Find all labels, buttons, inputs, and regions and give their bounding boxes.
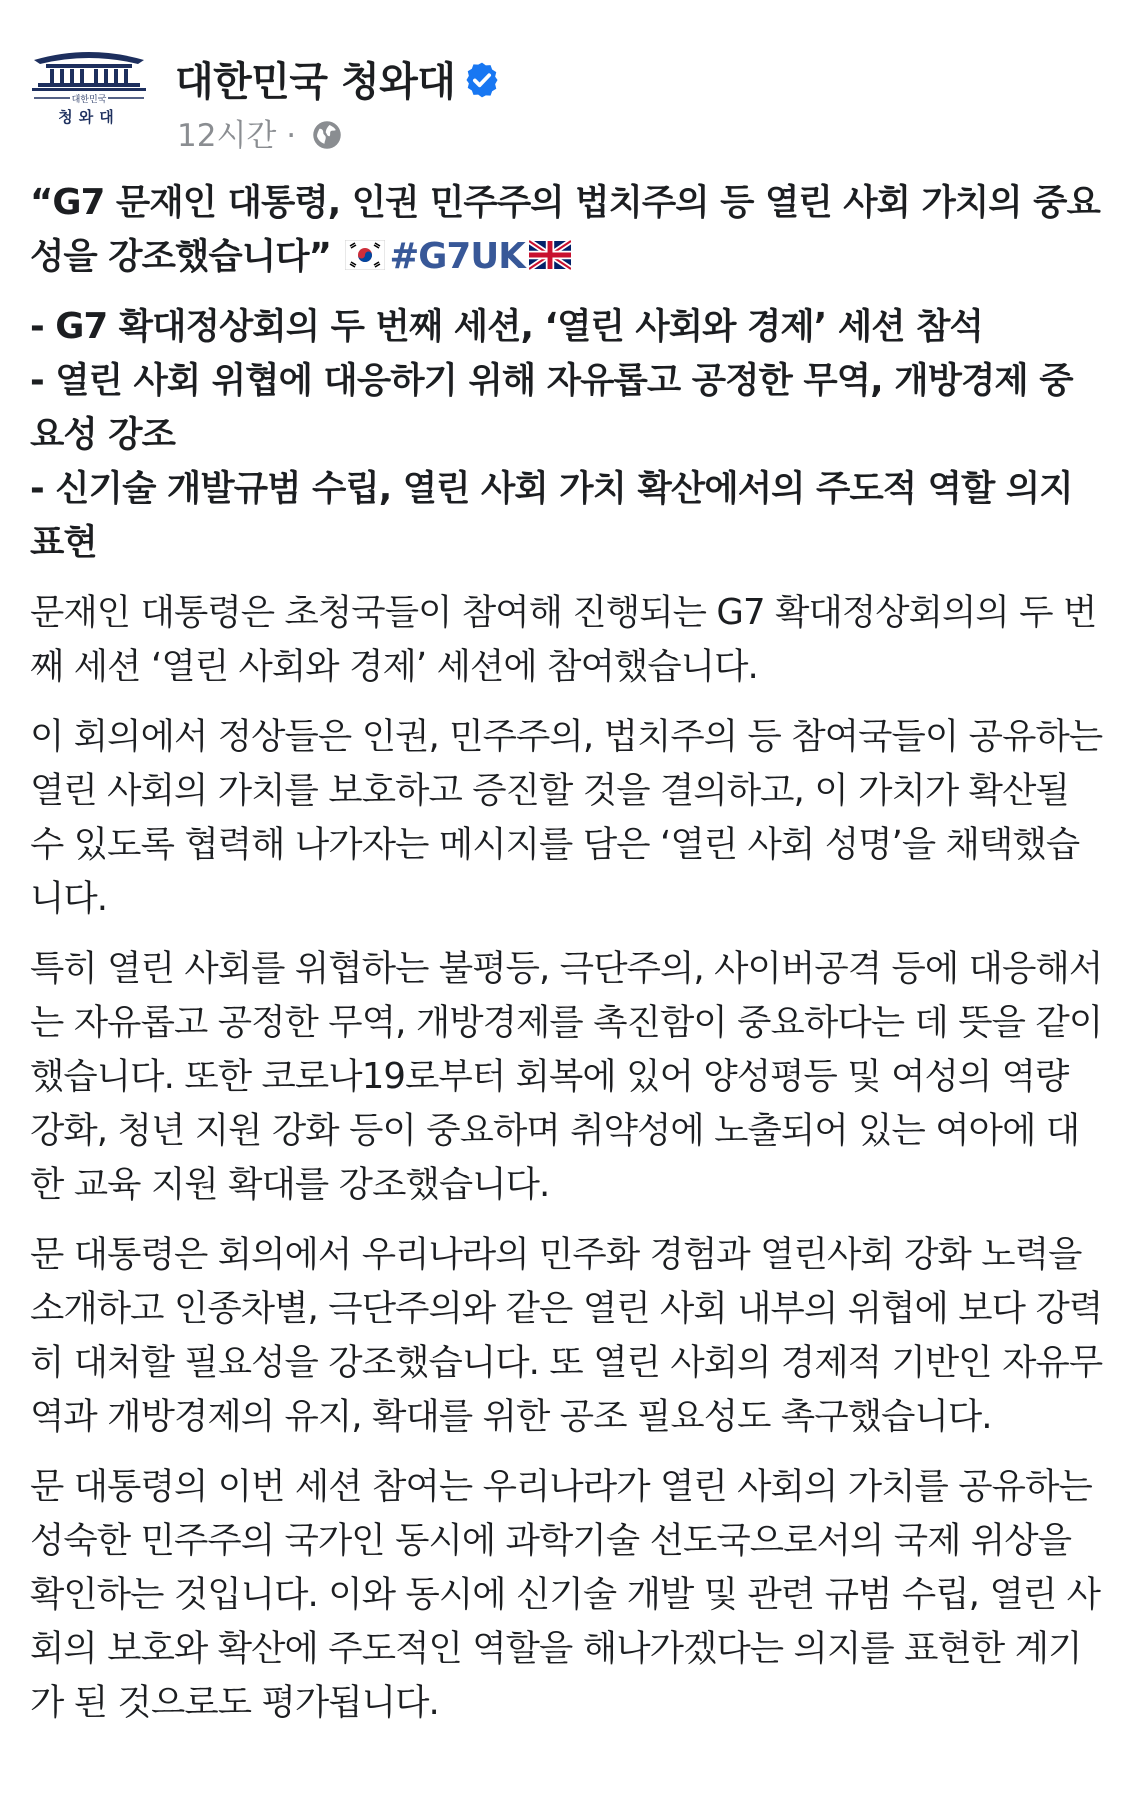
svg-text:청와대: 청와대 (58, 108, 120, 126)
post-time[interactable]: 12시간 (177, 118, 277, 154)
body-paragraph: 문 대통령의 이번 세션 참여는 우리나라가 열린 사회의 가치를 공유하는 성숙한 민주주의 국가인 동시에 과학기술 선도국으로서의 국제 위상을 확인하는 것입니다. 이와 동시에 신기술 개발 및 관련 규범 수립, 열린 사회의 보호와 확산에 주도적인 역할을 해나가겠다는 의지를 표현한 계기가 된 것으로도 평가됩니다. (30, 1466, 1101, 1723)
meta-separator: · (286, 118, 297, 154)
bullet-item: - 열린 사회 위협에 대응하기 위해 자유롭고 공정한 무역, 개방경제 중요성 강조 (30, 360, 1073, 455)
svg-text:대한민국: 대한민국 (71, 95, 107, 105)
post-headline: “G7 문재인 대통령, 인권 민주주의 법치주의 등 열린 사회 가치의 중요성을 강조했습니다” (30, 182, 1100, 277)
post-meta (177, 110, 342, 155)
headline-paragraph (30, 176, 1105, 284)
body-paragraph: 특히 열린 사회를 위협하는 불평등, 극단주의, 사이버공격 등에 대응해서는 자유롭고 공정한 무역, 개방경제를 촉진함이 중요하다는 데 뜻을 같이했습니다. 또한 코로나19로부터 회복에 있어 양성평등 및 여성의 역량 강화, 청년 지원 강화 등이 중요하며 취약성에 노출되어 있는 여아에 대한 교육 지원 확대를 강조했습니다. (30, 948, 1103, 1205)
uk-flag-icon (529, 240, 571, 270)
korea-flag-icon (345, 240, 385, 270)
body-paragraph: 문재인 대통령은 초청국들이 참여해 진행되는 G7 확대정상회의의 두 번째 세션 ‘열린 사회와 경제’ 세션에 참여했습니다. (30, 592, 1097, 687)
post-header (30, 28, 1090, 154)
public-globe-icon (312, 120, 342, 150)
body-paragraph: 이 회의에서 정상들은 인권, 민주주의, 법치주의 등 참여국들이 공유하는 열린 사회의 가치를 보호하고 증진할 것을 결의하고, 이 가치가 확산될 수 있도록 협력해 나가자는 메시지를 담은 ‘열린 사회 성명’을 채택했습니다. (30, 716, 1103, 919)
hashtag-link[interactable]: #G7UK (389, 236, 525, 277)
page-name-row (175, 50, 501, 107)
blue-house-logo[interactable] (30, 42, 148, 138)
bullet-item: - 신기술 개발규범 수립, 열린 사회 가치 확산에서의 주도적 역할 의지 표현 (30, 468, 1073, 563)
post-body (30, 176, 1105, 1746)
page-name[interactable]: 대한민국 청와대 (175, 59, 456, 105)
summary-bullets (30, 300, 1105, 570)
verified-badge-icon (463, 61, 501, 99)
body-paragraph: 문 대통령은 회의에서 우리나라의 민주화 경험과 열린사회 강화 노력을 소개하고 인종차별, 극단주의와 같은 열린 사회 내부의 위협에 보다 강력히 대처할 필요성을 강조했습니다. 또 열린 사회의 경제적 기반인 자유무역과 개방경제의 유지, 확대를 위한 공조 필요성도 촉구했습니다. (30, 1234, 1103, 1437)
bullet-item: - G7 확대정상회의 두 번째 세션, ‘열린 사회와 경제’ 세션 참석 (30, 306, 983, 347)
